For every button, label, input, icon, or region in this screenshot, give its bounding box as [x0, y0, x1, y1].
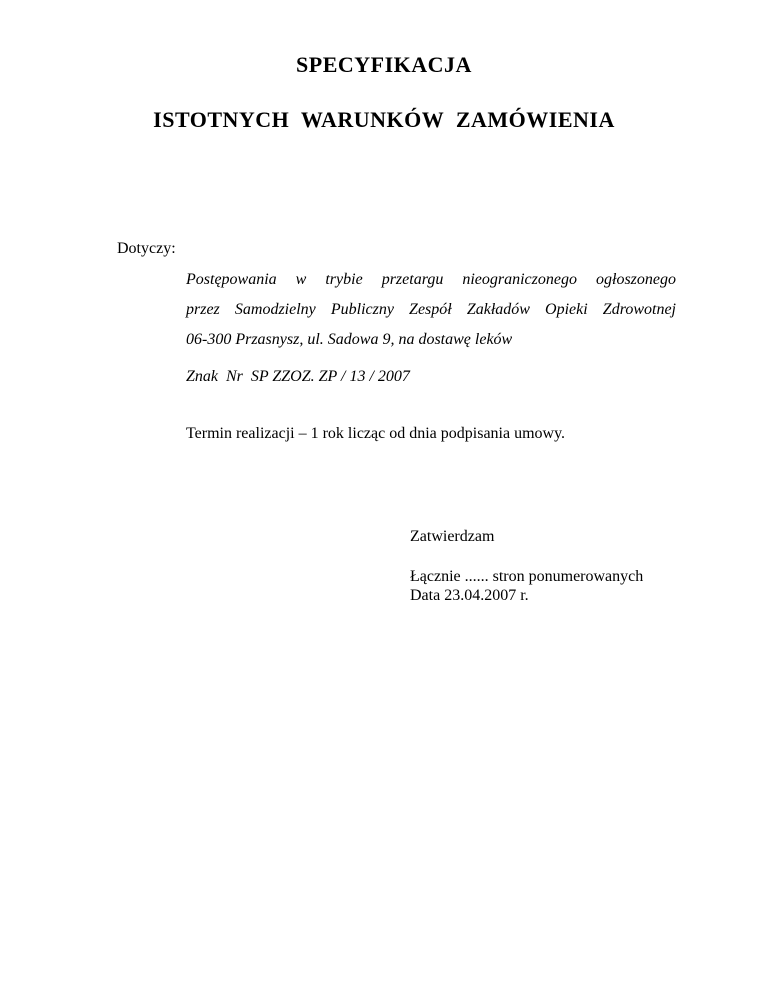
approval-label: Zatwierdzam — [410, 528, 495, 545]
subject-label: Dotyczy: — [117, 240, 176, 257]
subject-line-3: 06-300 Przasnysz, ul. Sadowa 9, na dostawę leków — [186, 331, 513, 348]
document-title-line-1: SPECYFIKACJA — [296, 52, 472, 77]
page-count-text: Łącznie ...... stron ponumerowanych — [410, 568, 644, 585]
approval-details — [410, 567, 643, 605]
completion-term: Termin realizacji – 1 rok licząc od dnia podpisania umowy. — [186, 425, 566, 442]
approval-date: Data 23.04.2007 r. — [410, 587, 529, 604]
reference-number: Znak Nr SP ZZOZ. ZP / 13 / 2007 — [186, 368, 410, 385]
subject-description — [186, 265, 676, 355]
subject-line-2: przez Samodzielny Publiczny Zespół Zakładów Opieki Zdrowotnej — [186, 301, 676, 318]
document-title-line-2: ISTOTNYCH WARUNKÓW ZAMÓWIENIA — [153, 107, 615, 132]
subject-line-1: Postępowania w trybie przetargu nieograniczonego ogłoszonego — [186, 271, 676, 288]
